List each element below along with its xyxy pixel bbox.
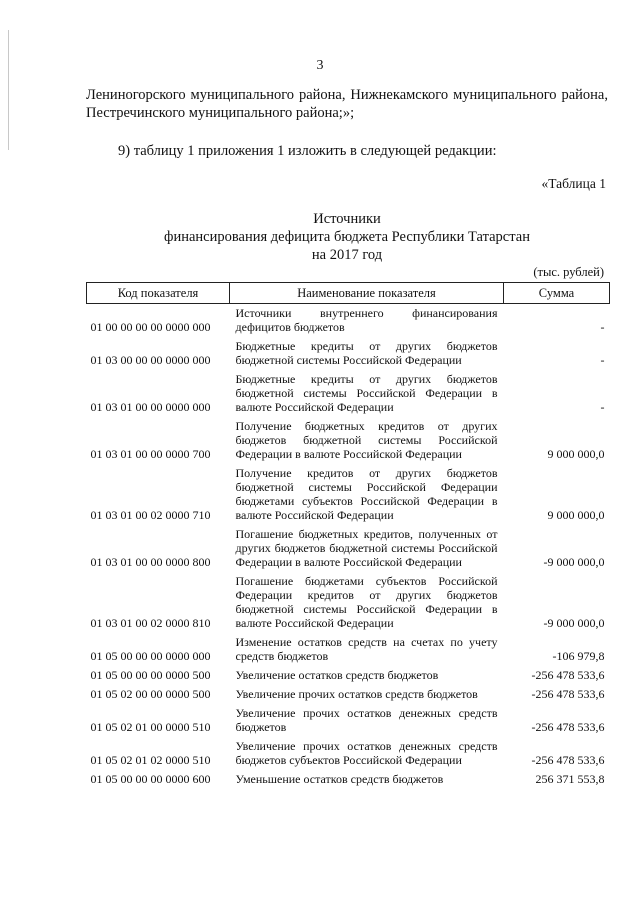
cell-code: 01 03 01 00 02 0000 710: [90, 508, 211, 522]
table-row: [87, 770, 610, 789]
cell-code: 01 05 02 00 00 0000 500: [90, 687, 211, 701]
table-row: [87, 666, 610, 685]
cell-name: Источники внутреннего финансирования дефицитов бюджетов: [235, 306, 498, 334]
table-row: [87, 633, 610, 666]
column-header-code: Код показателя: [87, 283, 230, 304]
cell-sum: -256 478 533,6: [531, 753, 605, 767]
units-label: (тыс. рублей): [533, 265, 604, 279]
cell-name: Погашение бюджетных кредитов, полученных от других бюджетов бюджетной системы Российской Федерации в валюте Российской Федерации: [235, 527, 498, 569]
cell-sum: -: [600, 353, 605, 367]
cell-sum: -256 478 533,6: [531, 668, 605, 682]
table-row: [87, 370, 610, 417]
cell-code: 01 03 01 00 00 0000 800: [90, 555, 211, 569]
table-title: [86, 210, 608, 264]
cell-code: 01 03 00 00 00 0000 000: [90, 353, 211, 367]
column-header-name: Наименование показателя: [230, 283, 504, 304]
cell-code: 01 05 00 00 00 0000 500: [90, 668, 211, 682]
cell-code: 01 05 00 00 00 0000 600: [90, 772, 211, 786]
continuation-paragraph: Лениногорского муниципального района, Нижнекамского муниципального района, Пестречинского муниципального района;»;: [86, 87, 608, 121]
table-row: [87, 464, 610, 525]
table-row: [87, 685, 610, 704]
cell-name: Увеличение прочих остатков средств бюджетов: [235, 687, 478, 701]
cell-sum: -: [600, 320, 605, 334]
cell-code: 01 05 02 01 02 0000 510: [90, 753, 211, 767]
table-row: [87, 737, 610, 770]
column-header-sum: Сумма: [504, 283, 610, 304]
cell-sum: 9 000 000,0: [547, 447, 605, 461]
table-reference: «Таблица 1: [541, 176, 606, 191]
cell-sum: -106 979,8: [552, 649, 605, 663]
table-body: [87, 304, 610, 790]
cell-code: 01 00 00 00 00 0000 000: [90, 320, 211, 334]
table-row: [87, 525, 610, 572]
item-9-paragraph: 9) таблицу 1 приложения 1 изложить в следующей редакции:: [118, 143, 497, 159]
table-title-line-1: Источники: [313, 211, 381, 227]
cell-name: Изменение остатков средств на счетах по учету средств бюджетов: [235, 635, 498, 663]
table-row: [87, 337, 610, 370]
cell-name: Уменьшение остатков средств бюджетов: [235, 772, 444, 786]
table-title-line-2: финансирования дефицита бюджета Республики Татарстан: [164, 229, 530, 245]
cell-code: 01 03 01 00 02 0000 810: [90, 616, 211, 630]
cell-sum: 9 000 000,0: [547, 508, 605, 522]
financing-sources-table: [86, 282, 610, 789]
cell-code: 01 05 02 01 00 0000 510: [90, 720, 211, 734]
table-header-row: [87, 283, 610, 304]
cell-sum: -256 478 533,6: [531, 687, 605, 701]
cell-code: 01 03 01 00 00 0000 700: [90, 447, 211, 461]
table-row: [87, 572, 610, 633]
table-row: [87, 704, 610, 737]
cell-name: Увеличение прочих остатков денежных средств бюджетов: [235, 706, 498, 734]
cell-code: 01 03 01 00 00 0000 000: [90, 400, 211, 414]
cell-name: Увеличение остатков средств бюджетов: [235, 668, 439, 682]
table-title-line-3: на 2017 год: [311, 247, 383, 263]
cell-name: Получение бюджетных кредитов от других бюджетов бюджетной системы Российской Федерации в валюте Российской Федерации: [235, 419, 498, 461]
cell-name: Получение кредитов от других бюджетов бюджетной системы Российской Федерации бюджетами субъектов Российской Федерации в валюте Российской Федерации: [235, 466, 498, 522]
page-number: 3: [316, 58, 324, 73]
scan-margin-line: [8, 30, 9, 150]
cell-sum: -9 000 000,0: [543, 616, 605, 630]
cell-sum: -256 478 533,6: [531, 720, 605, 734]
cell-name: Погашение бюджетами субъектов Российской Федерации кредитов от других бюджетов бюджетной системы Российской Федерации в валюте Российской Федерации: [235, 574, 498, 630]
cell-code: 01 05 00 00 00 0000 000: [90, 649, 211, 663]
cell-name: Бюджетные кредиты от других бюджетов бюджетной системы Российской Федерации в валюте Российской Федерации: [235, 372, 498, 414]
cell-name: Бюджетные кредиты от других бюджетов бюджетной системы Российской Федерации: [235, 339, 498, 367]
table-row: [87, 417, 610, 464]
table-row: [87, 304, 610, 338]
cell-sum: -9 000 000,0: [543, 555, 605, 569]
cell-sum: -: [600, 400, 605, 414]
cell-name: Увеличение прочих остатков денежных средств бюджетов субъектов Российской Федерации: [235, 739, 498, 767]
cell-sum: 256 371 553,8: [535, 772, 605, 786]
